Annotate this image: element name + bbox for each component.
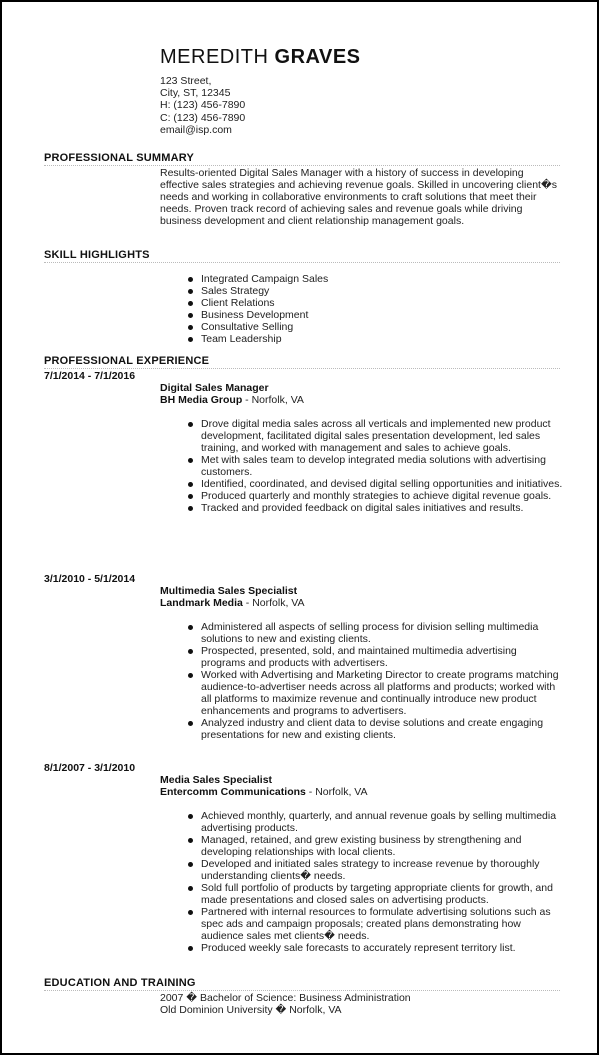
job-header <box>160 382 304 406</box>
school-line: Old Dominion University � Norfolk, VA <box>160 1004 342 1017</box>
degree-line: 2007 � Bachelor of Science: Business Administration <box>160 992 411 1004</box>
job-dates: 8/1/2007 - 3/1/2010 <box>44 762 136 774</box>
candidate-name <box>160 46 361 69</box>
job-title: Media Sales Specialist <box>160 774 273 786</box>
duty-item: Tracked and provided feedback on digital sales initiatives and results. <box>160 502 564 514</box>
duty-item: Met with sales team to develop integrated media solutions with advertising customers. <box>160 454 564 478</box>
education-heading: EDUCATION AND TRAINING <box>44 977 196 989</box>
job-title: Multimedia Sales Specialist <box>160 585 298 597</box>
job-duties <box>160 810 564 954</box>
skill-item: Consultative Selling <box>160 321 564 333</box>
duty-item: Developed and initiated sales strategy to increase revenue by thoroughly understanding clients� needs. <box>160 858 564 882</box>
skill-item: Integrated Campaign Sales <box>160 273 564 285</box>
duty-item: Worked with Advertising and Marketing Director to create programs matching audience-to-advertiser needs across all platforms and products; worked with all platforms to maximize revenue and continually introduce new product enhancements and programs to advertisers. <box>160 669 564 717</box>
duty-item: Sold full portfolio of products by targeting appropriate clients for growth, and made presentations and closed sales on advertising products. <box>160 882 564 906</box>
education-divider <box>44 990 560 991</box>
summary-text: Results-oriented Digital Sales Manager with a history of success in developing effective sales strategies and achieving revenue goals. Skilled in uncovering client�s needs and working in collaborative environments to craft solutions that meet their needs. Proven track record of achieving sales and revenue goals while driving business development and client relationship management goals. <box>160 167 557 227</box>
contact-info <box>160 75 245 136</box>
experience-heading: PROFESSIONAL EXPERIENCE <box>44 355 210 367</box>
job-location: - Norfolk, VA <box>242 597 305 610</box>
duty-item: Drove digital media sales across all verticals and implemented new product development, facilitated digital sales presentation development, led sales training, and worked with management and sales to achieve goals. <box>160 418 564 454</box>
address-line: 123 Street, <box>160 75 212 87</box>
skill-item: Business Development <box>160 309 564 321</box>
job-title: Digital Sales Manager <box>160 382 269 394</box>
first-name: MEREDITH <box>160 46 269 68</box>
job-duties <box>160 621 564 741</box>
job-dates: 7/1/2014 - 7/1/2016 <box>44 370 136 382</box>
company-name: Entercomm Communications <box>160 786 306 799</box>
city-line: City, ST, 12345 <box>160 87 231 100</box>
skills-heading: SKILL HIGHLIGHTS <box>44 249 150 261</box>
skill-item: Team Leadership <box>160 333 564 345</box>
duty-item: Produced quarterly and monthly strategies to achieve digital revenue goals. <box>160 490 564 502</box>
skills-divider <box>44 262 560 263</box>
duty-item: Managed, retained, and grew existing business by strengthening and developing relationships with local clients. <box>160 834 564 858</box>
last-name: GRAVES <box>274 46 361 68</box>
company-name: BH Media Group <box>160 394 243 407</box>
duty-item: Partnered with internal resources to formulate advertising solutions such as spec ads and campaign proposals; created plans demonstrating how audience sales met clients� needs. <box>160 906 564 942</box>
skills-list <box>160 273 564 345</box>
duty-item: Administered all aspects of selling process for division selling multimedia solutions to new and existing clients. <box>160 621 564 645</box>
summary-heading: PROFESSIONAL SUMMARY <box>44 152 195 164</box>
duty-item: Prospected, presented, sold, and maintained multimedia advertising programs and products with advertisers. <box>160 645 564 669</box>
duty-item: Produced weekly sale forecasts to accurately represent territory list. <box>160 942 564 954</box>
cell-phone: C: (123) 456-7890 <box>160 111 246 124</box>
experience-divider <box>44 368 560 369</box>
skill-item: Client Relations <box>160 297 564 309</box>
job-dates: 3/1/2010 - 5/1/2014 <box>44 573 136 585</box>
company-name: Landmark Media <box>160 597 243 610</box>
duty-item: Analyzed industry and client data to devise solutions and create engaging presentations for new and existing clients. <box>160 717 564 741</box>
job-header <box>160 585 305 609</box>
job-location: - Norfolk, VA <box>242 394 304 407</box>
email: email@isp.com <box>160 123 232 136</box>
job-header <box>160 774 368 798</box>
job-duties <box>160 418 564 514</box>
duty-item: Achieved monthly, quarterly, and annual revenue goals by selling multimedia advertising products. <box>160 810 564 834</box>
job-location: - Norfolk, VA <box>305 786 368 799</box>
summary-divider <box>44 165 560 166</box>
skill-item: Sales Strategy <box>160 285 564 297</box>
duty-item: Identified, coordinated, and devised digital selling opportunities and initiatives. <box>160 478 564 490</box>
education-entry <box>160 992 411 1016</box>
home-phone: H: (123) 456-7890 <box>160 99 246 112</box>
